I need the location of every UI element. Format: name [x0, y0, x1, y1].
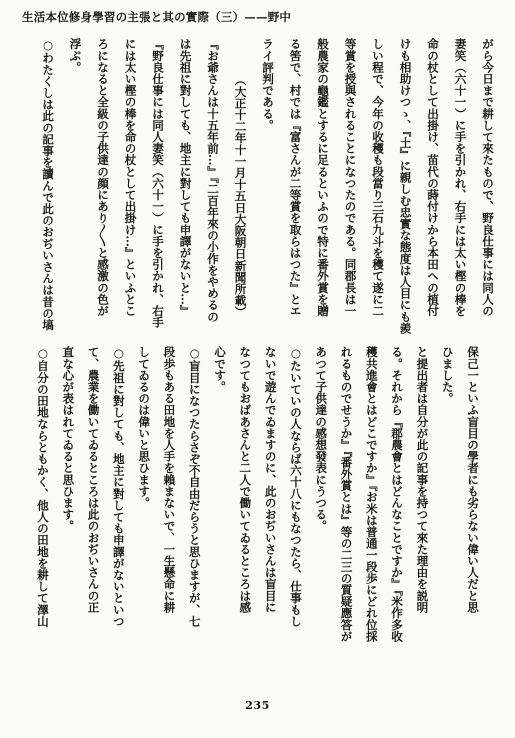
text-column: 般農家の龜鑑とするに足るといふので特に番外賞を贈	[316, 38, 330, 317]
text-column: 『お爺さんは十五年前…』『二百年來の小作をやめるの	[206, 38, 220, 323]
text-column: 段歩もある田地を人手を賴まないで、一生懸命に耕	[162, 346, 177, 613]
text-column: ○先祖に對しても、地主に對しても申譯がないといつ	[111, 346, 126, 627]
text-column: と提出者は自分が此の記事を持つて來た理由を説明	[415, 346, 430, 613]
page-number: 235	[245, 699, 270, 712]
text-column: してゐるのは偉いと思ひます。	[137, 346, 152, 509]
text-column: 妻笑（六十一）に手を引かれ、右手には太い樫の棒を	[453, 38, 468, 317]
text-column: 心です。	[213, 346, 228, 393]
text-column: ないで遊んでゐますのに、此のおぢいさんは盲目に	[263, 346, 278, 613]
text-column: ○自分の田地ならともかく、他人の田地を耕して澤山	[35, 346, 50, 627]
text-column: 穫共進會とはどこですか』『お米は普通一段歩にどれ位採	[364, 346, 379, 642]
text-column: 命の杖として出掛け、苗代の蒔付けから本田への植付	[426, 38, 440, 317]
text-column: なつてもおばあさんと二人で働いてゐるところは感	[238, 346, 253, 613]
text-column: れるものでせうか』『番外賞とは』等の二三の質疑應答が	[339, 346, 354, 642]
text-column: ろになると全級の子供達の顔にあり〱と感激の色が	[96, 38, 110, 317]
text-column: けも相助けつゝ、『土』に親しむ忠實な態度は人目にも羨	[398, 38, 413, 334]
upper-text-block	[33, 38, 501, 340]
text-column: ○たいていの人ならば六十八にもなつたら、仕事もし	[288, 346, 303, 627]
text-column: は先祖に對しても、地主に對しても申譯がないと…』	[178, 38, 193, 317]
text-column: 『野良仕事には同人妻笑（六十一）に手を引かれ、右手	[151, 38, 165, 328]
source-citation: （大正十二年十一月十五日大阪朝日新聞所載）	[233, 74, 248, 318]
lower-text-block	[29, 346, 485, 648]
text-column: しい程で、今年の收穫も段當り三石九斗を穫て遂に二	[371, 38, 385, 317]
text-column: ひました。	[440, 346, 455, 404]
running-header: 生活本位修身學習の主張と其の實際（三）——野中	[22, 10, 292, 24]
text-column: る。それから『郡農會とはどんなことですか』『米作多收	[390, 346, 405, 642]
text-column: がら今日まで耕して來たもので、野良仕事には同人の	[481, 38, 495, 317]
text-column: 直な心が表はれてゐると思ひます。	[61, 346, 76, 532]
text-column: て、農業を働いてゐるところは此のおぢいさんの正	[86, 346, 101, 613]
text-column: ライ評判である。	[261, 38, 275, 131]
text-column: ○わたくしは此の記事を讀んで此のおぢいさんは昔の塙	[41, 38, 55, 331]
text-column: あつて子供達の感想發表にうつる。	[314, 346, 329, 532]
text-column: 等賞を授與されることになつたのである。同郡長は一	[343, 38, 358, 317]
text-column: 保己一といふ盲目の學者にも劣らない偉い人だと思	[466, 346, 480, 613]
text-column: 浮ぶ。	[68, 38, 83, 73]
text-column: る筈で、村では『富さんが二等賞を取らはつた』とエ	[288, 38, 303, 317]
text-column: には太い樫の棒を命の杖として出掛け…』といふとこ	[123, 38, 138, 317]
text-column: ○盲目になつたらさぞ不自由だらうと思ひますが、七	[187, 346, 202, 627]
